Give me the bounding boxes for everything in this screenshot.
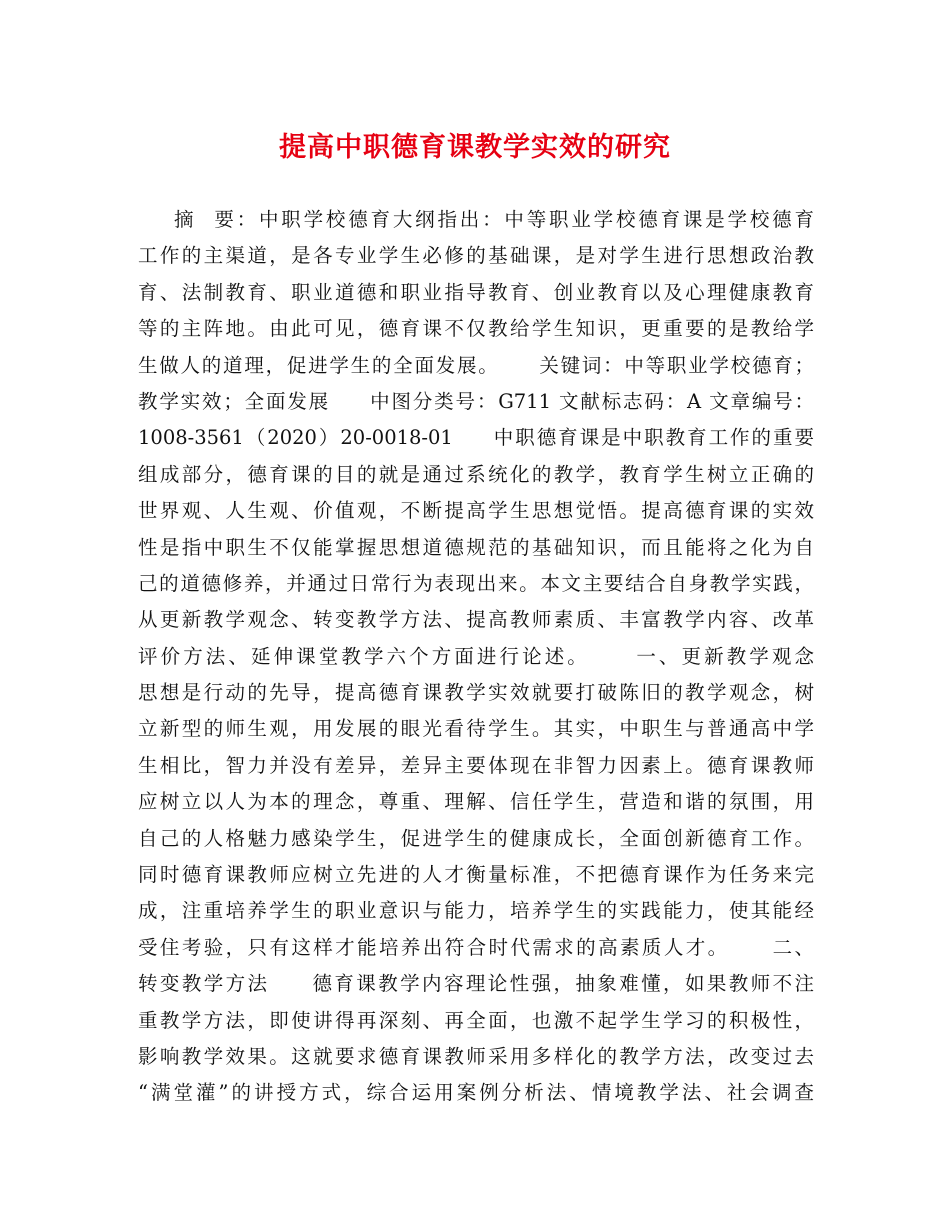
- text-line: 成，注重培养学生的职业意识与能力，培养学生的实践能力，使其能经: [138, 899, 814, 923]
- text-line: 受住考验，只有这样才能培养出符合时代需求的高素质人才。 二、: [138, 935, 814, 959]
- text-line: 立新型的师生观，用发展的眼光看待学生。其实，中职生与普通高中学: [138, 717, 814, 741]
- text-line: 应树立以人为本的理念，尊重、理解、信任学生，营造和谐的氛围，用: [138, 790, 814, 814]
- text-line: 评价方法、延伸课堂教学六个方面进行论述。 一、更新教学观念: [138, 644, 814, 668]
- text-line: 生做人的道理，促进学生的全面发展。 关键词：中等职业学校德育；: [138, 353, 814, 377]
- text-line: 育、法制教育、职业道德和职业指导教育、创业教育以及心理健康教育: [138, 280, 814, 304]
- text-line: 重教学方法，即使讲得再深刻、再全面，也激不起学生学习的积极性，: [138, 1008, 814, 1032]
- text-line: 等的主阵地。由此可见，德育课不仅教给学生知识，更重要的是教给学: [138, 317, 814, 341]
- text-line: 性是指中职生不仅能掌握思想道德规范的基础知识，而且能将之化为自: [138, 535, 814, 559]
- text-line: 从更新教学观念、转变教学方法、提高教师素质、丰富教学内容、改革: [138, 608, 814, 632]
- text-line: 组成部分，德育课的目的就是通过系统化的教学，教育学生树立正确的: [138, 462, 814, 486]
- text-line: 生相比，智力并没有差异，差异主要体现在非智力因素上。德育课教师: [138, 753, 814, 777]
- text-line: “满堂灌”的讲授方式，综合运用案例分析法、情境教学法、社会调查: [138, 1081, 814, 1105]
- text-line: 影响教学效果。这就要求德育课教师采用多样化的教学方法，改变过去: [138, 1044, 814, 1068]
- text-line: 同时德育课教师应树立先进的人才衡量标准，不把德育课作为任务来完: [138, 863, 814, 887]
- text-line: 1008-3561（2020）20-0018-01 中职德育课是中职教育工作的重要: [138, 426, 814, 450]
- text-line: 教学实效；全面发展 中图分类号：G711 文献标志码：A 文章编号：: [138, 389, 814, 413]
- text-line: 思想是行动的先导，提高德育课教学实效就要打破陈旧的教学观念，树: [138, 681, 814, 705]
- text-line: 己的道德修养，并通过日常行为表现出来。本文主要结合自身教学实践，: [138, 571, 814, 595]
- body-text: [138, 202, 814, 1112]
- text-line: 摘 要：中职学校德育大纲指出：中等职业学校德育课是学校德育: [138, 208, 814, 231]
- page-title: 提高中职德育课教学实效的研究: [279, 132, 671, 163]
- text-line: 自己的人格魅力感染学生，促进学生的健康成长，全面创新德育工作。: [138, 826, 814, 850]
- text-line: 工作的主渠道，是各专业学生必修的基础课，是对学生进行思想政治教: [138, 244, 814, 268]
- text-line: 世界观、人生观、价值观，不断提高学生思想觉悟。提高德育课的实效: [138, 499, 814, 523]
- text-line: 转变教学方法 德育课教学内容理论性强，抽象难懂，如果教师不注: [138, 972, 814, 996]
